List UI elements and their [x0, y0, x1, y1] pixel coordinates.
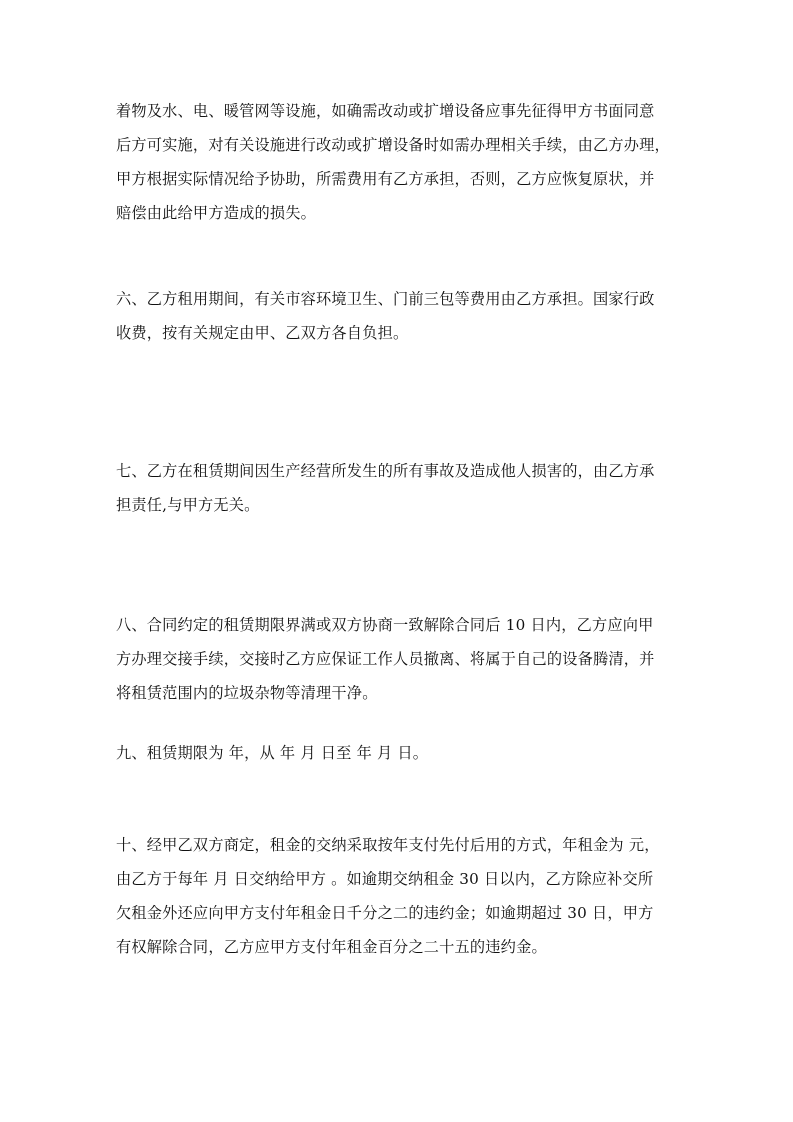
text-line: 着物及水、电、暖管网等设施，如确需改动或扩增设备应事先征得甲方书面同意 [116, 102, 655, 120]
paragraph-facilities [116, 94, 682, 230]
text-line: 方办理交接手续，交接时乙方应保证工作人员撤离、将属于自己的设备腾清，并 [116, 650, 655, 668]
text-line: 担责任,与甲方无关。 [116, 496, 260, 514]
paragraph-clause-9 [116, 736, 682, 770]
text-line: 十、经甲乙双方商定，租金的交纳采取按年支付先付后用的方式，年租金为 元， [116, 836, 660, 854]
text-line: 欠租金外还应向甲方支付年租金日千分之二的违约金；如逾期超过 30 日，甲方 [116, 904, 654, 922]
text-line: 由乙方于每年 月 日交纳给甲方 。如逾期交纳租金 30 日以内，乙方除应补交所 [116, 870, 654, 888]
text-line: 有权解除合同，乙方应甲方支付年租金百分之二十五的违约金。 [116, 938, 547, 956]
paragraph-clause-8 [116, 608, 682, 710]
text-line: 将租赁范围内的垃圾杂物等清理干净。 [116, 684, 378, 702]
paragraph-clause-10 [116, 828, 682, 964]
paragraph-clause-7 [116, 454, 682, 522]
paragraph-clause-6 [116, 282, 682, 350]
text-line: 六、乙方租用期间，有关市容环境卫生、门前三包等费用由乙方承担。国家行政 [116, 290, 655, 308]
text-line: 甲方根据实际情况给予协助，所需费用有乙方承担，否则，乙方应恢复原状，并 [116, 170, 655, 188]
text-line: 后方可实施，对有关设施进行改动或扩增设备时如需办理相关手续，由乙方办理， [116, 136, 670, 154]
text-line: 八、合同约定的租赁期限界满或双方协商一致解除合同后 10 日内，乙方应向甲 [116, 616, 654, 634]
text-line: 九、租赁期限为 年，从 年 月 日至 年 月 日。 [116, 744, 429, 762]
text-line: 赔偿由此给甲方造成的损失。 [116, 204, 317, 222]
text-line: 收费，按有关规定由甲、乙双方各自负担。 [116, 324, 409, 342]
text-line: 七、乙方在租赁期间因生产经营所发生的所有事故及造成他人损害的，由乙方承 [116, 462, 655, 480]
